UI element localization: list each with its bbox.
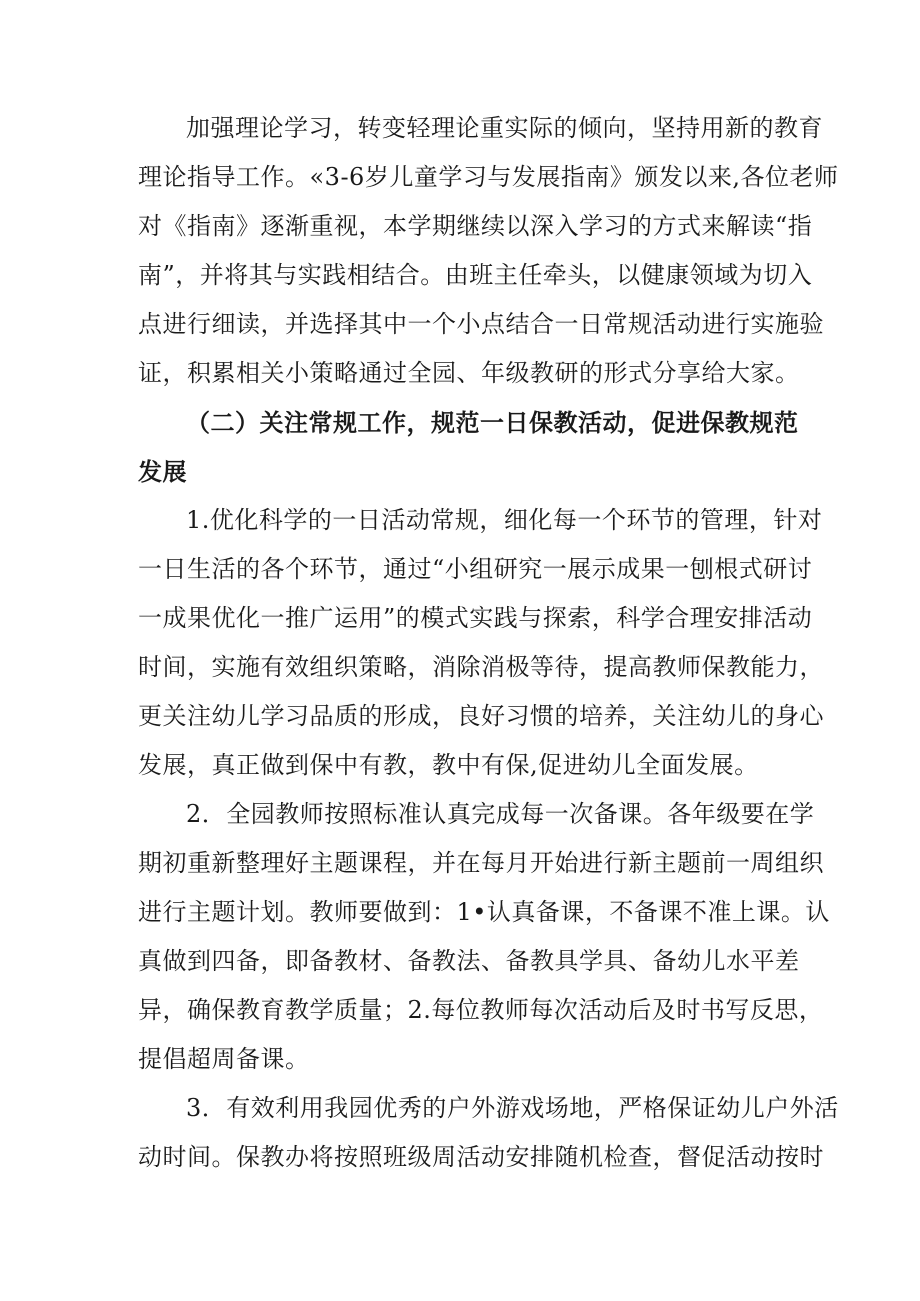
text-line: 3．有效利用我园优秀的户外游戏场地，严格保证幼儿户外活 [186,1094,839,1122]
text-line: 一日生活的各个环节，通过“小组研究一展示成果一刨根式研讨 [138,555,813,583]
text-line: 更关注幼儿学习品质的形成，良好习惯的培养，关注幼儿的身心 [138,702,824,730]
text-line: 发展，真正做到保中有教，教中有保,促进幼儿全面发展。 [138,751,759,779]
text-line: 证，积累相关小策略通过全园、年级教研的形式分享给大家。 [138,359,800,387]
text-line: 2．全园教师按照标准认真完成每一次备课。各年级要在学 [186,800,815,828]
paragraph-item-1 [138,496,824,790]
text-line: 提倡超周备课。 [138,1045,310,1073]
text-line: 时间，实施有效组织策略，消除消极等待，提高教师保教能力， [138,653,824,681]
text-line: 点进行细读，并选择其中一个小点结合一日常规活动进行实施验 [138,310,824,338]
text-line: 动时间。保教办将按照班级周活动安排随机检查，督促活动按时 [138,1143,824,1171]
paragraph-item-2 [138,790,830,1084]
text-line: 1.优化科学的一日活动常规，细化每一个环节的管理，针对 [186,506,823,534]
section-heading-2 [138,398,799,496]
paragraph-theory-study [138,104,839,398]
text-line: 南”，并将其与实践相结合。由班主任牵头，以健康领域为切入 [138,261,813,289]
text-line: 理论指导工作。«3-6岁儿童学习与发展指南》颁发以来,各位老师 [138,163,839,191]
text-line: 异，确保教育教学质量；2.每位教师每次活动后及时书写反思， [138,996,824,1024]
heading-line: 发展 [138,457,187,486]
text-line: 进行主题计划。教师要做到：1•认真备课，不备课不准上课。认 [138,898,830,926]
heading-line: （二）关注常规工作，规范一日保教活动，促进保教规范 [186,408,799,437]
text-line: 加强理论学习，转变轻理论重实际的倾向，坚持用新的教育 [186,114,823,142]
paragraph-item-3 [138,1084,839,1182]
text-line: 一成果优化一推广运用”的模式实践与探索，科学合理安排活动 [138,604,813,632]
text-line: 对《指南》逐渐重视，本学期继续以深入学习的方式来解读“指 [138,212,813,240]
text-line: 真做到四备，即备教材、备教法、备教具学具、备幼儿水平差 [138,947,800,975]
text-line: 期初重新整理好主题课程，并在每月开始进行新主题前一周组织 [138,849,824,877]
